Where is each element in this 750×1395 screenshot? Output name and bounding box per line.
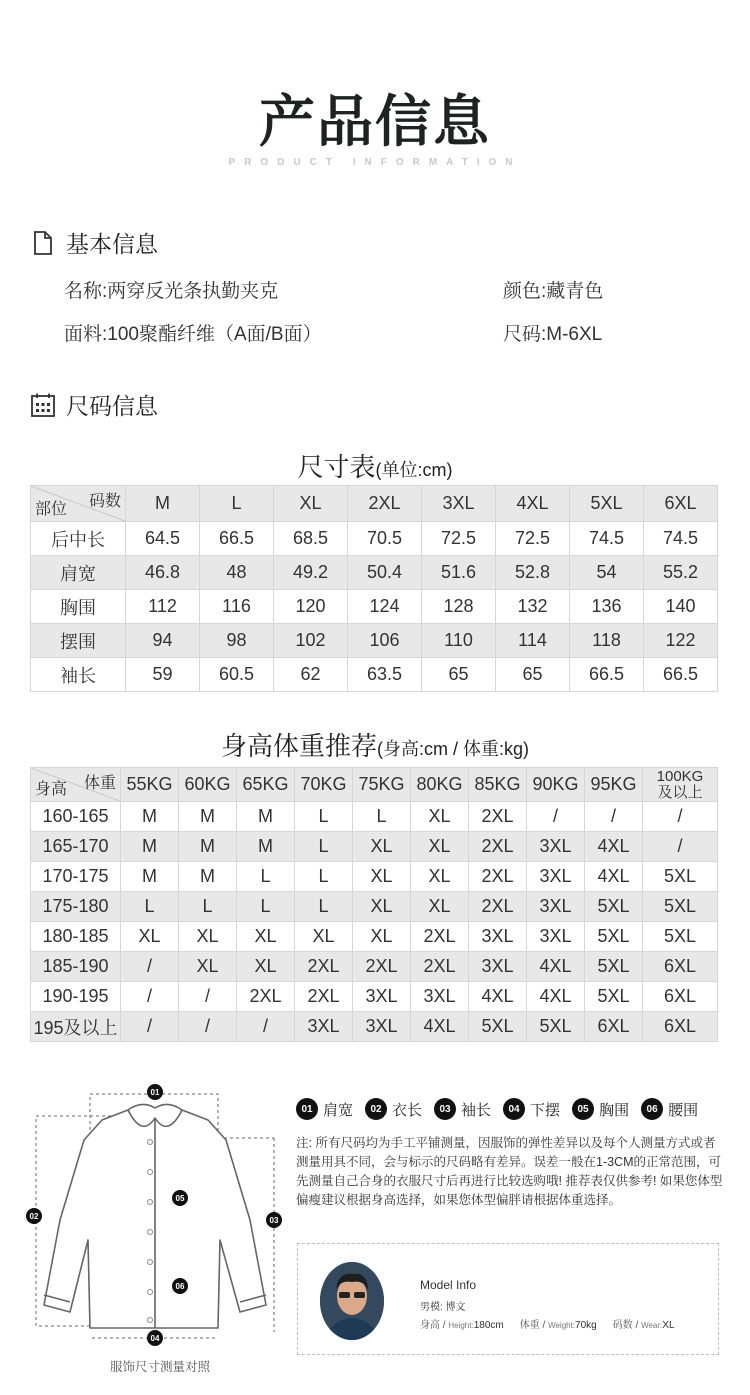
table-cell: 2XL [469,832,527,862]
table-cell: M [237,802,295,832]
table-cell: XL [179,922,237,952]
table-cell: XL [121,922,179,952]
rec-col-header: 65KG [237,768,295,802]
table-cell: 4XL [411,1012,469,1042]
table-cell: 49.2 [274,556,348,590]
table-cell: 72.5 [422,522,496,556]
table-cell: 114 [496,624,570,658]
table-cell: M [179,862,237,892]
table-row [31,658,718,692]
marker-04 [147,1330,163,1346]
table-cell: 2XL [295,982,353,1012]
page-title: 产品信息 [259,90,491,153]
table-cell: 5XL [469,1012,527,1042]
diagram-caption: 服饰尺寸测量对照 [109,1360,210,1374]
legend-item [365,1098,422,1120]
table-cell: 124 [348,590,422,624]
size-note: 注: 所有尺码均为手工平铺测量，因服饰的弹性差异以及每个人测量方式或者测量用具不同，会与标示的尺码略有差异。误差一般在1-3CM的正常范围，可先测量自己合身的衣服尺寸后再进行比较选购哦! 推荐表仅供参考! 如果您体型偏瘦建议根据身高选择，如果您体型偏胖请根据体重选择。 [296,1136,723,1207]
table-cell: M [121,862,179,892]
table-row [31,832,718,862]
table-cell: 46.8 [126,556,200,590]
table-cell: L [295,802,353,832]
product-fabric: 面料:100聚酯纤维（A面/B面） [64,324,322,345]
table-row [31,624,718,658]
table-cell: 64.5 [126,522,200,556]
table-cell: 5XL [527,1012,585,1042]
recommendation-table [30,767,718,1042]
shirt-illustration [22,1080,292,1370]
model-info-card [297,1243,719,1355]
table-cell: 3XL [527,922,585,952]
rec-col-header: 85KG [469,768,527,802]
table-cell: XL [411,802,469,832]
table-cell: XL [237,952,295,982]
table-row [31,982,718,1012]
legend-item [434,1098,491,1120]
table-cell: 5XL [643,862,718,892]
table-cell: 98 [200,624,274,658]
marker-02 [26,1208,42,1224]
table-cell: M [179,802,237,832]
table-cell: 132 [496,590,570,624]
product-size-range: 尺码:M-6XL [503,324,603,345]
table-cell: 74.5 [644,522,718,556]
document-icon [30,230,56,256]
table-cell: 5XL [643,922,718,952]
table-cell: L [179,892,237,922]
rec-col-header: 90KG [527,768,585,802]
svg-text:01: 01 [150,1088,160,1097]
legend-item [641,1098,698,1120]
table-cell: 6XL [585,1012,643,1042]
row-label: 170-175 [31,862,121,892]
model-name: 男模: 博文 [420,1302,466,1313]
table-cell: 102 [274,624,348,658]
page-subtitle: PRODUCT INFORMATION [228,157,522,168]
size-col-header: 2XL [348,486,422,522]
row-label: 摆围 [31,624,126,658]
size-table [30,485,718,692]
svg-text:04: 04 [150,1334,160,1343]
table-row [31,922,718,952]
model-avatar [320,1262,384,1340]
svg-text:03: 03 [269,1216,279,1225]
model-stats [420,1316,675,1331]
size-info-heading [30,388,158,421]
table-row [31,522,718,556]
legend-label: 胸围 [599,1101,630,1119]
table-cell: 2XL [237,982,295,1012]
table-cell: XL [353,922,411,952]
table-row [31,892,718,922]
table-cell: 3XL [353,1012,411,1042]
table-cell: / [585,802,643,832]
row-label: 180-185 [31,922,121,952]
row-label: 165-170 [31,832,121,862]
table-cell: 66.5 [570,658,644,692]
table-cell: / [527,802,585,832]
table-cell: L [353,802,411,832]
table-cell: / [643,802,718,832]
table-cell: 72.5 [496,522,570,556]
table-cell: 120 [274,590,348,624]
table-cell: 6XL [643,952,718,982]
table-cell: 4XL [585,832,643,862]
table-cell: 122 [644,624,718,658]
number-badge-icon: 06 [641,1098,663,1120]
product-name: 名称:两穿反光条执勤夹克 [64,281,279,302]
number-badge-icon: 05 [572,1098,594,1120]
rec-col-header: 95KG [585,768,643,802]
table-cell: 68.5 [274,522,348,556]
table-cell: 51.6 [422,556,496,590]
table-cell: / [237,1012,295,1042]
size-col-header: L [200,486,274,522]
marker-01 [147,1084,163,1100]
table-cell: / [121,952,179,982]
table-row [31,1012,718,1042]
model-info-title: Model Info [420,1278,477,1292]
table-cell: 110 [422,624,496,658]
table-cell: 50.4 [348,556,422,590]
table-cell: 5XL [585,952,643,982]
size-table-corner: 码数 部位 [31,486,126,522]
table-cell: 3XL [469,952,527,982]
table-cell: 62 [274,658,348,692]
legend-item [572,1098,629,1120]
size-info-title: 尺码信息 [66,393,158,419]
calendar-icon [30,392,56,418]
table-cell: 3XL [527,862,585,892]
rec-col-header: 60KG [179,768,237,802]
table-cell: 94 [126,624,200,658]
table-cell: 3XL [469,922,527,952]
table-cell: 3XL [527,892,585,922]
table-cell: 63.5 [348,658,422,692]
model-weight: 体重 / Weight:70kg [519,1320,597,1331]
model-height: 身高 / Height:180cm [420,1320,504,1331]
table-cell: XL [353,862,411,892]
size-col-header: 5XL [570,486,644,522]
svg-text:05: 05 [175,1194,185,1203]
table-cell: 5XL [643,892,718,922]
size-col-header: M [126,486,200,522]
legend-label: 衣长 [392,1101,423,1119]
rec-col-header: 55KG [121,768,179,802]
size-table-title: 尺寸表(单位:cm) [297,452,453,482]
row-label: 160-165 [31,802,121,832]
size-col-header: 3XL [422,486,496,522]
model-size: 码数 / Wear:XL [612,1320,675,1331]
marker-06 [172,1278,188,1294]
table-cell: XL [295,922,353,952]
rec-col-header: 75KG [353,768,411,802]
table-row [31,952,718,982]
table-cell: XL [411,892,469,922]
table-cell: XL [179,952,237,982]
table-cell: 3XL [527,832,585,862]
number-badge-icon: 01 [296,1098,318,1120]
row-label: 肩宽 [31,556,126,590]
table-cell: XL [353,832,411,862]
table-cell: 5XL [585,892,643,922]
row-label: 185-190 [31,952,121,982]
table-row [31,862,718,892]
basic-info-heading [30,226,158,259]
number-badge-icon: 03 [434,1098,456,1120]
rec-table-title: 身高体重推荐(身高:cm / 体重:kg) [220,731,529,761]
size-col-header: 6XL [644,486,718,522]
table-cell: XL [411,832,469,862]
table-cell: / [643,832,718,862]
table-cell: / [121,982,179,1012]
table-cell: 6XL [643,1012,718,1042]
table-cell: M [237,832,295,862]
row-label: 后中长 [31,522,126,556]
table-cell: M [179,832,237,862]
table-cell: L [237,892,295,922]
table-cell: / [121,1012,179,1042]
table-cell: 116 [200,590,274,624]
table-cell: 4XL [469,982,527,1012]
table-cell: 2XL [411,922,469,952]
legend-label: 袖长 [461,1101,492,1119]
table-cell: 136 [570,590,644,624]
row-label: 胸围 [31,590,126,624]
table-cell: 66.5 [644,658,718,692]
size-col-header: XL [274,486,348,522]
legend-label: 下摆 [530,1101,561,1119]
table-cell: 3XL [411,982,469,1012]
table-cell: L [295,862,353,892]
marker-05 [172,1190,188,1206]
table-cell: 112 [126,590,200,624]
table-cell: 6XL [643,982,718,1012]
rec-col-header: 80KG [411,768,469,802]
table-cell: 74.5 [570,522,644,556]
table-cell: L [295,832,353,862]
svg-text:02: 02 [29,1212,39,1221]
table-cell: 48 [200,556,274,590]
rec-col-header-last: 100KG 及以上 [643,768,718,802]
garment-measurement-diagram [22,1080,292,1370]
table-cell: 2XL [469,802,527,832]
basic-info-title: 基本信息 [66,231,158,257]
legend-label: 肩宽 [323,1101,354,1119]
table-cell: 60.5 [200,658,274,692]
table-cell: 2XL [353,952,411,982]
rec-col-header: 70KG [295,768,353,802]
table-cell: / [179,982,237,1012]
table-cell: 2XL [469,862,527,892]
table-cell: 2XL [411,952,469,982]
table-cell: XL [353,892,411,922]
table-cell: M [121,832,179,862]
row-label: 袖长 [31,658,126,692]
table-cell: 5XL [585,982,643,1012]
table-cell: 128 [422,590,496,624]
table-cell: XL [411,862,469,892]
legend-label: 腰围 [668,1101,699,1119]
table-cell: XL [237,922,295,952]
size-col-header: 4XL [496,486,570,522]
table-cell: 70.5 [348,522,422,556]
number-badge-icon: 04 [503,1098,525,1120]
rec-table-corner: 体重 身高 [31,768,121,802]
table-cell: 66.5 [200,522,274,556]
row-label: 195及以上 [31,1012,121,1042]
table-cell: 4XL [527,982,585,1012]
table-cell: 4XL [585,862,643,892]
table-cell: 2XL [295,952,353,982]
row-label: 175-180 [31,892,121,922]
table-cell: / [179,1012,237,1042]
table-row [31,556,718,590]
table-cell: 52.8 [496,556,570,590]
table-cell: L [237,862,295,892]
table-cell: 140 [644,590,718,624]
number-badge-icon: 02 [365,1098,387,1120]
legend-item [503,1098,560,1120]
table-cell: 3XL [353,982,411,1012]
row-label: 190-195 [31,982,121,1012]
table-cell: 54 [570,556,644,590]
table-cell: L [121,892,179,922]
legend-item [296,1098,353,1120]
table-cell: L [295,892,353,922]
table-cell: 59 [126,658,200,692]
table-cell: 2XL [469,892,527,922]
table-cell: 3XL [295,1012,353,1042]
table-row [31,802,718,832]
svg-text:06: 06 [175,1282,185,1291]
table-cell: 5XL [585,922,643,952]
table-cell: 65 [422,658,496,692]
table-cell: 118 [570,624,644,658]
measurement-legend [296,1098,702,1120]
marker-03 [266,1212,282,1228]
table-row [31,590,718,624]
table-cell: 55.2 [644,556,718,590]
table-cell: 65 [496,658,570,692]
product-color: 颜色:藏青色 [503,281,604,302]
table-cell: 4XL [527,952,585,982]
table-cell: M [121,802,179,832]
table-cell: 106 [348,624,422,658]
